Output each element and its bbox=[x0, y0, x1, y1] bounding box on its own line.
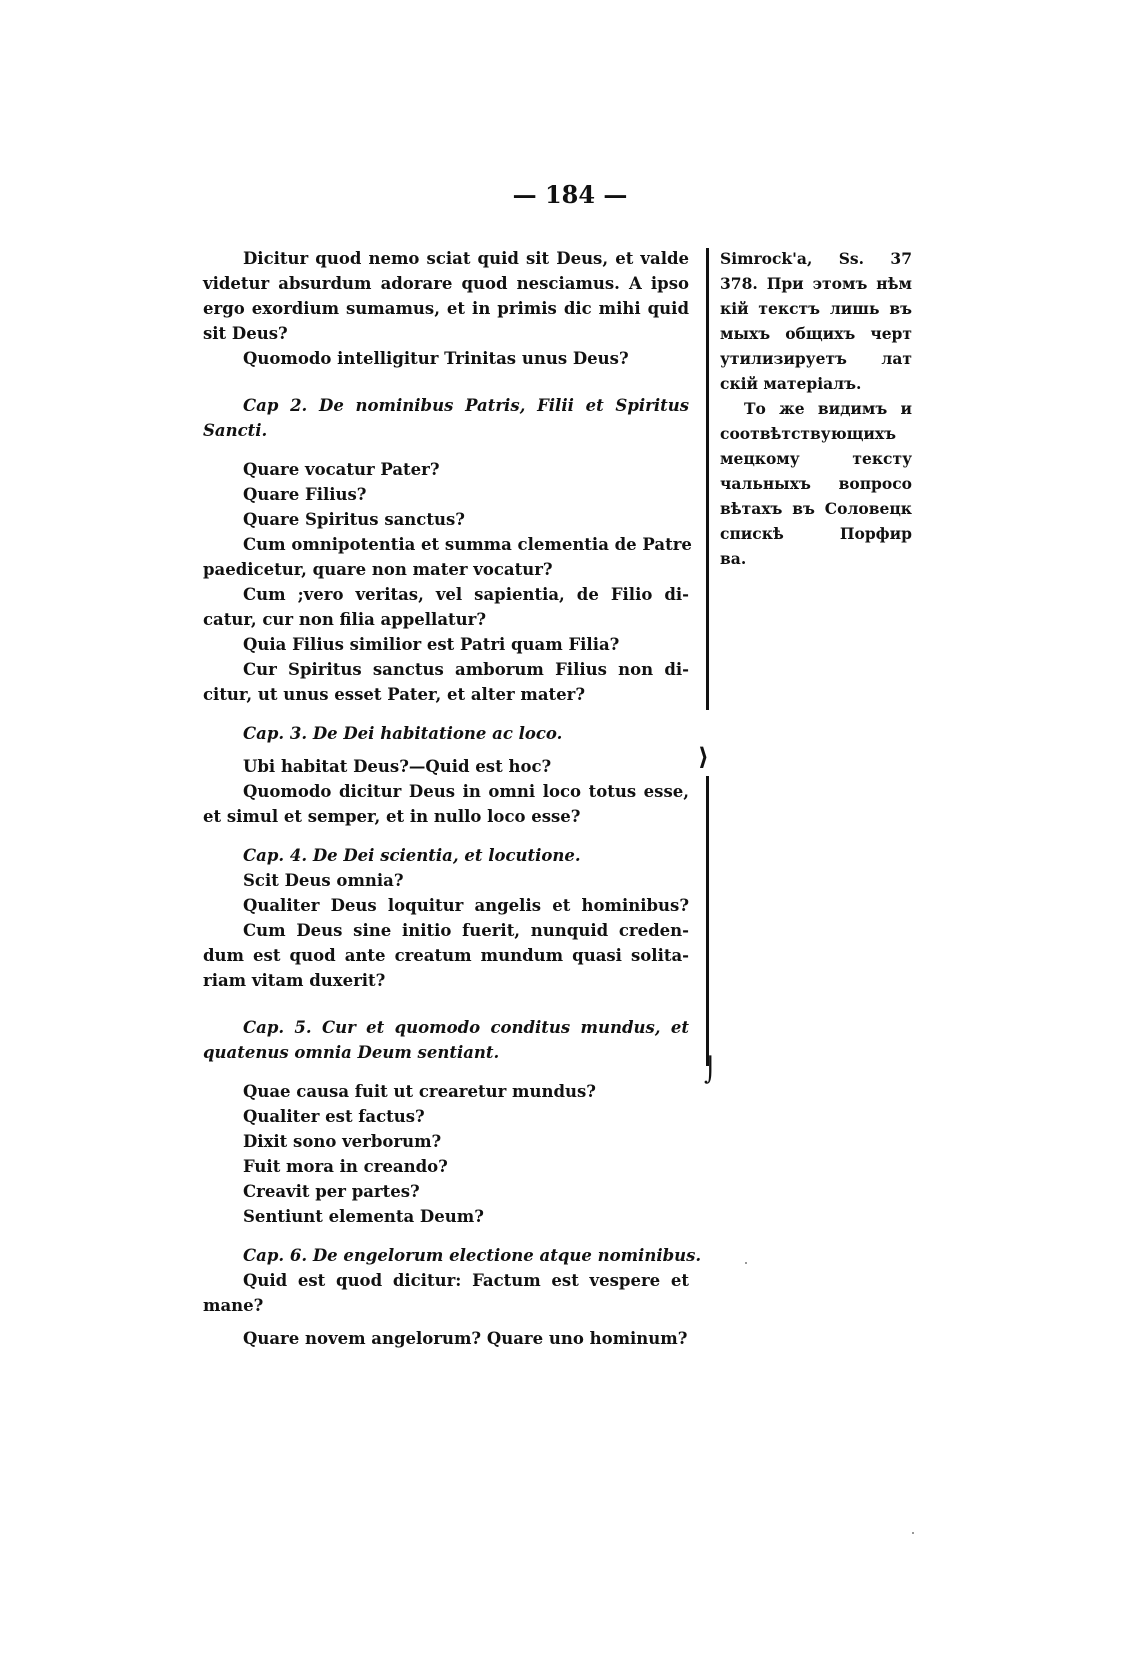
commentary-line: ва. bbox=[720, 549, 747, 568]
body-line: paedicetur, quare non mater vocatur? bbox=[203, 560, 553, 579]
body-line: mane? bbox=[203, 1296, 264, 1315]
body-line: videtur absurdum adorare quod nesciamus. A ipso bbox=[203, 274, 689, 293]
body-line: citur, ut unus esset Pater, et alter mater? bbox=[203, 685, 586, 704]
body-line: Quare Filius? bbox=[243, 485, 367, 504]
commentary-line: мецкому тексту bbox=[720, 449, 912, 468]
body-line: Quid est quod dicitur: Factum est vespere et bbox=[243, 1271, 689, 1290]
body-line: Cur Spiritus sanctus amborum Filius non di- bbox=[243, 660, 689, 679]
commentary-line: спискѣ Порфир bbox=[720, 524, 912, 543]
body-line: ergo exordium sumamus, et in primis dic mihi quid bbox=[203, 299, 689, 318]
body-line: sit Deus? bbox=[203, 324, 288, 343]
bracket-mid-glyph: ⟩ bbox=[698, 742, 709, 771]
commentary-line: мыхъ общихъ черт bbox=[720, 324, 912, 343]
bracket-rule-upper bbox=[706, 248, 709, 710]
body-line: Qualiter Deus loquitur angelis et hominibus? bbox=[243, 896, 689, 915]
commentary-line: скій матеріалъ. bbox=[720, 374, 862, 393]
body-line: Fuit mora in creando? bbox=[243, 1157, 448, 1176]
body-line: Dixit sono verborum? bbox=[243, 1132, 442, 1151]
commentary-line: соотвѣтствующихъ bbox=[720, 424, 897, 443]
body-line: Ubi habitat Deus?—Quid est hoc? bbox=[243, 757, 552, 776]
body-line: Scit Deus omnia? bbox=[243, 871, 404, 890]
commentary-line: 378. При этомъ нѣм bbox=[720, 274, 912, 293]
page-number: — 184 — bbox=[512, 180, 628, 209]
chapter-heading: Sancti. bbox=[203, 421, 268, 440]
chapter-heading: quatenus omnia Deum sentiant. bbox=[203, 1043, 500, 1062]
chapter-heading: Cap. 3. De Dei habitatione ac loco. bbox=[243, 724, 563, 743]
body-line: et simul et semper, et in nullo loco esse? bbox=[203, 807, 581, 826]
commentary-line: То же видимъ и bbox=[744, 399, 912, 418]
bracket-end-glyph: ⌡ bbox=[704, 1056, 717, 1084]
body-line: Quomodo intelligitur Trinitas unus Deus? bbox=[243, 349, 629, 368]
body-line: riam vitam duxerit? bbox=[203, 971, 386, 990]
commentary-column bbox=[720, 246, 912, 571]
body-line: Cum omnipotentia et summa clementia de Patre bbox=[243, 535, 692, 554]
body-line: Dicitur quod nemo sciat quid sit Deus, et valde bbox=[243, 249, 689, 268]
body-line: dum est quod ante creatum mundum quasi solita- bbox=[203, 946, 689, 965]
body-line: Creavit per partes? bbox=[243, 1182, 420, 1201]
body-line: Quare novem angelorum? Quare uno hominum? bbox=[243, 1329, 688, 1348]
body-line: Cum Deus sine initio fuerit, nunquid creden- bbox=[243, 921, 689, 940]
commentary-line: вѣтахъ въ Соловецк bbox=[720, 499, 912, 518]
body-line: Sentiunt elementa Deum? bbox=[243, 1207, 484, 1226]
main-text-column bbox=[203, 246, 702, 1351]
body-line: Quare vocatur Pater? bbox=[243, 460, 440, 479]
body-line: Quia Filius similior est Patri quam Filia? bbox=[243, 635, 620, 654]
body-line: Quae causa fuit ut crearetur mundus? bbox=[243, 1082, 596, 1101]
body-line: Quomodo dicitur Deus in omni loco totus esse, bbox=[243, 782, 689, 801]
chapter-heading: Cap 2. De nominibus Patris, Filii et Spiritus bbox=[243, 396, 689, 415]
commentary-line: чальныхъ вопросо bbox=[720, 474, 912, 493]
paper-speck bbox=[745, 1262, 747, 1264]
commentary-line: кій текстъ лишь въ bbox=[720, 299, 912, 318]
commentary-line: утилизируетъ лат bbox=[720, 349, 912, 368]
commentary-line: Simrock'a, Ss. 37 bbox=[720, 249, 912, 268]
chapter-heading: Cap. 5. Cur et quomodo conditus mundus, et bbox=[243, 1018, 689, 1037]
body-line: Qualiter est factus? bbox=[243, 1107, 425, 1126]
chapter-heading: Cap. 4. De Dei scientia, et locutione. bbox=[243, 846, 581, 865]
bracket-rule-lower bbox=[706, 776, 709, 1066]
body-line: Quare Spiritus sanctus? bbox=[243, 510, 465, 529]
body-line: catur, cur non filia appellatur? bbox=[203, 610, 486, 629]
paper-speck bbox=[912, 1532, 914, 1534]
body-line: Cum ;vero veritas, vel sapientia, de Filio di- bbox=[243, 585, 689, 604]
chapter-heading: Cap. 6. De engelorum electione atque nominibus. bbox=[243, 1246, 702, 1265]
